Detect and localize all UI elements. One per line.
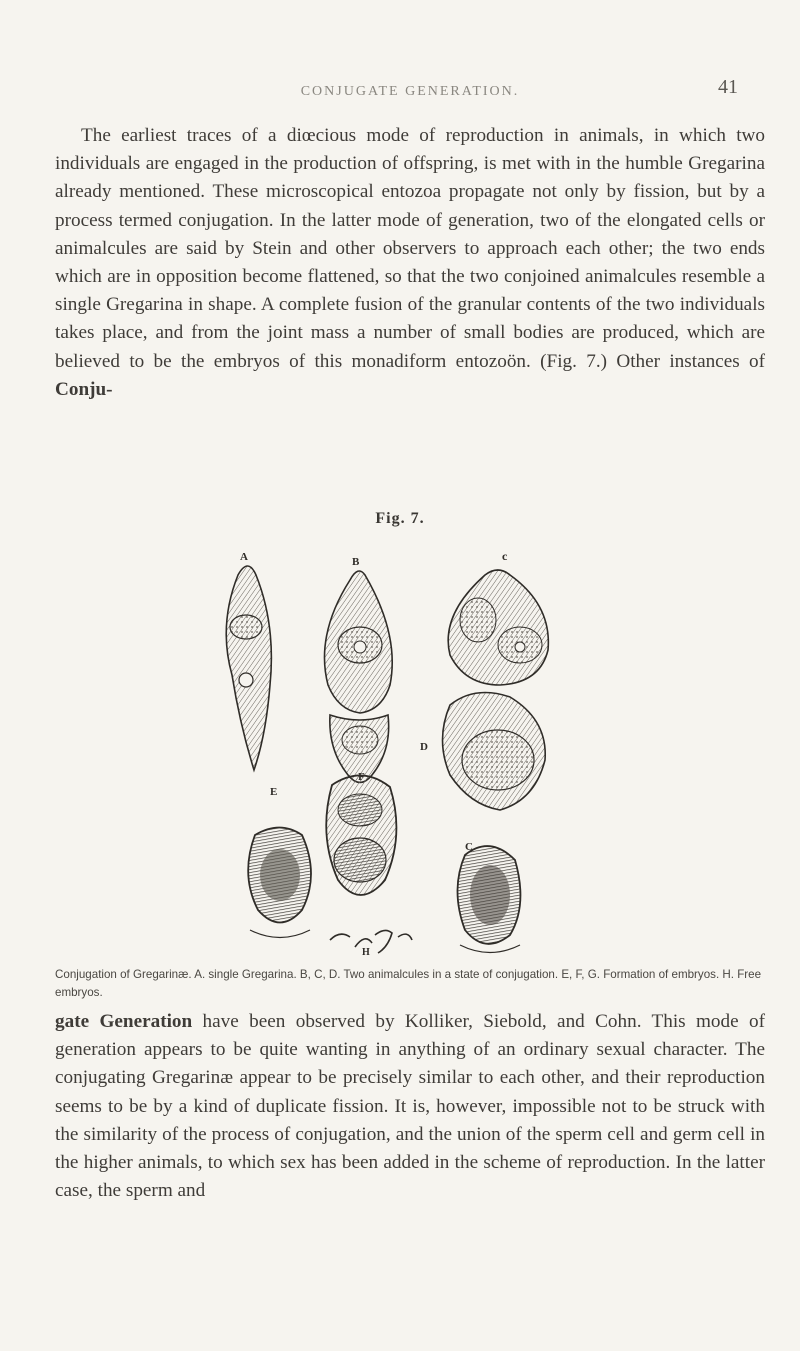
paragraph-bottom — [55, 1008, 765, 1205]
paragraph-bottom-text: have been observed by Kolliker, Siebold, and Cohn. This mode of generation appears to be quite wanting in anything of an ordinary sexual character. The conjugating Gregarinæ appear to be precisely similar to each other, and their reproduction seems to be by a kind of duplicate fission. It is, however, impossible not to be struck with the similarity of the process of conjugation, and the union of the sperm cell and germ cell in the higher animals, to which sex has been added in the scheme of reproduction. In the latter case, the sperm and — [55, 1011, 765, 1202]
running-head: CONJUGATE GENERATION. — [300, 84, 520, 99]
paragraph-top-text: The earliest traces of a diœcious mode of reproduction in animals, in which two individuals are engaged in the production of offspring, is met with in the humble Gregarina already mentioned. These microscopical entozoa propagate not only by fission, but by a process termed conjugation. In the latter mode of generation, two of the elongated cells or animalcules are said by Stein and other observers to approach each other; the two ends which are in opposition become flattened, so that the two conjoined animalcules resemble a single Gregarina in shape. A complete fusion of the granular contents of the two individuals takes place, and from the joint mass a number of small bodies are produced, which are believed to be the embryos of this monadiform entozoön. (Fig. 7.) Other instances of — [55, 125, 765, 372]
figure-label: Fig. 7. — [375, 510, 425, 527]
letter-h: H — [362, 947, 370, 958]
letter-e: E — [270, 786, 278, 798]
specimen-b — [324, 571, 392, 783]
letter-f: F — [358, 771, 365, 783]
specimen-d — [443, 693, 546, 811]
specimen-c-top — [448, 570, 548, 685]
paragraph-bottom-bold-start: gate Generation — [55, 1011, 193, 1032]
letter-a: A — [240, 551, 248, 563]
specimen-g — [458, 846, 521, 952]
specimen-e — [248, 828, 311, 938]
paragraph-top — [55, 122, 765, 404]
free-embryos — [330, 930, 412, 953]
letter-b: B — [352, 556, 360, 568]
gregarina-engraving — [210, 535, 600, 960]
letter-c-top: c — [502, 549, 508, 563]
letter-d: D — [420, 741, 428, 753]
page-number: 41 — [718, 76, 738, 98]
paragraph-top-bold-end: Conju- — [55, 378, 113, 400]
letter-c-lower: C — [465, 841, 473, 853]
figure-illustration — [210, 535, 600, 960]
specimen-a — [226, 566, 271, 770]
figure-caption: Conjugation of Gregarinæ. A. single Gregarina. B, C, D. Two animalcules in a state of conjugation. E, F, G. Formation of embryos. H. Free embryos. — [55, 968, 762, 999]
specimen-f — [326, 775, 396, 895]
